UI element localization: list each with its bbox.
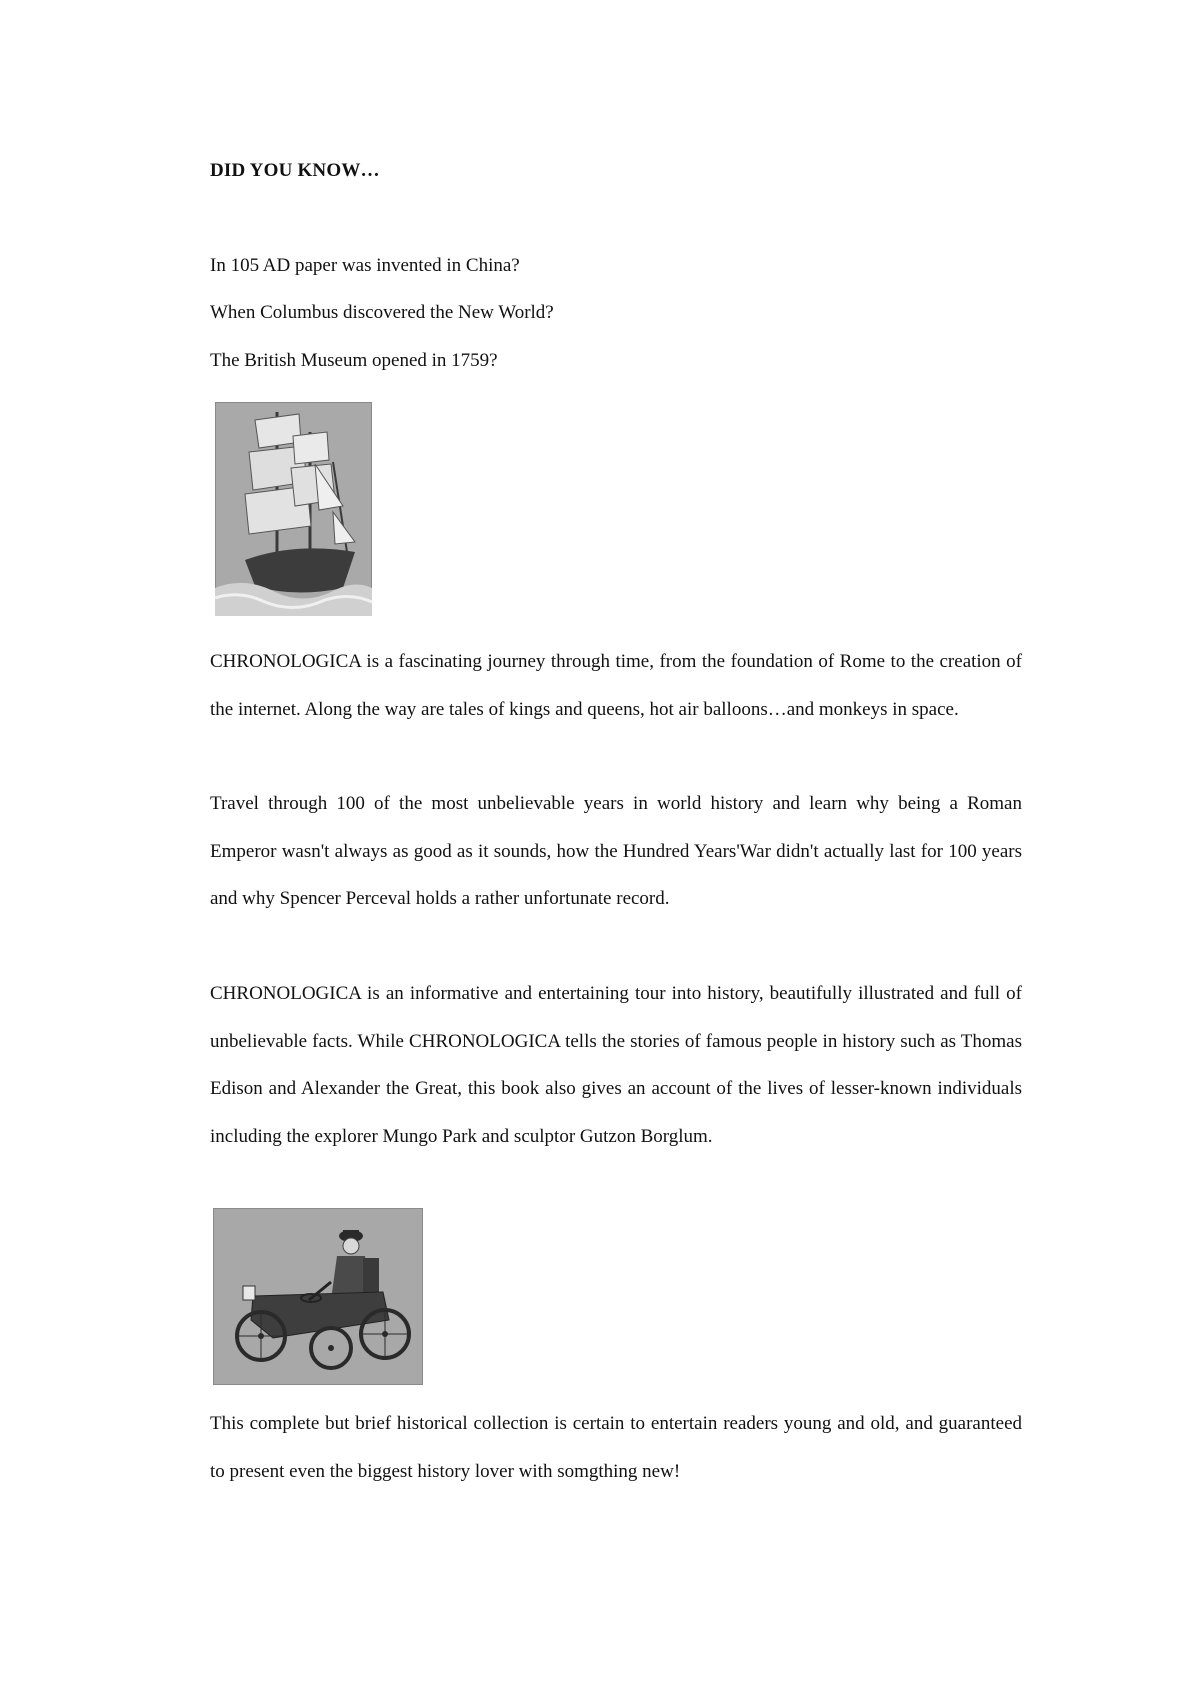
page-heading: DID YOU KNOW…	[210, 160, 380, 181]
paragraph-informative: CHRONOLOGICA is an informative and entertaining tour into history, beautifully illustrated and full of unbelievable facts. While CHRONOLOGICA tells the stories of famous people in history such as Thomas Edison and Alexander the Great, this book also gives an account of the lives of lesser-known individuals including the explorer Mungo Park and sculptor Gutzon Borglum.	[210, 983, 1022, 1147]
car-icon	[213, 1208, 423, 1385]
sailing-ship-image	[215, 402, 372, 616]
question-paper: In 105 AD paper was invented in China?	[210, 255, 520, 276]
question-museum: The British Museum opened in 1759?	[210, 350, 498, 371]
question-columbus: When Columbus discovered the New World?	[210, 302, 554, 323]
early-car-image	[213, 1208, 423, 1385]
paragraph-collection: This complete but brief historical collection is certain to entertain readers young and old, and guaranteed to present even the biggest history lover with somgthing new!	[210, 1413, 1022, 1482]
paragraph-journey: CHRONOLOGICA is a fascinating journey through time, from the foundation of Rome to the creation of the internet. Along the way are tales of kings and queens, hot air balloons…and monkeys in space.	[210, 651, 1022, 720]
ship-icon	[215, 402, 372, 616]
paragraph-travel: Travel through 100 of the most unbelievable years in world history and learn why being a Roman Emperor wasn't always as good as it sounds, how the Hundred Years'War didn't actually last for 100 years and why Spencer Perceval holds a rather unfortunate record.	[210, 793, 1022, 909]
